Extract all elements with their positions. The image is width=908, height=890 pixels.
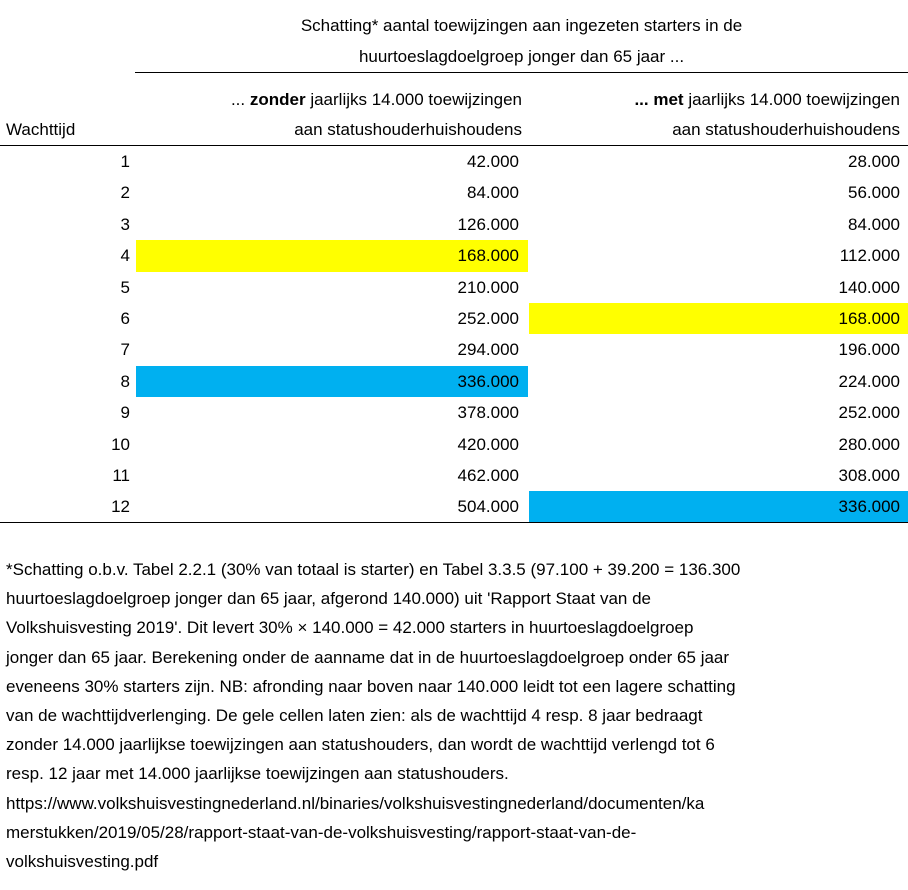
wachttijd-cell: 4 (120, 246, 130, 266)
zonder-cell: 294.000 (457, 340, 519, 360)
footnote-line: zonder 14.000 jaarlijkse toewijzingen aan statushouders, dan wordt de wachttijd verlengd tot 6 (6, 735, 715, 755)
zonder-cell: 168.000 (136, 240, 528, 271)
footnote-line: *Schatting o.b.v. Tabel 2.2.1 (30% van totaal is starter) en Tabel 3.3.5 (97.100 + 39.200 = 136.300 (6, 560, 741, 579)
table-row (0, 177, 908, 208)
met-cell: 140.000 (838, 277, 900, 297)
title-underline (135, 72, 908, 73)
footnote-line: volkshuisvesting.pdf (6, 852, 159, 872)
met-cell: 252.000 (838, 403, 900, 423)
table-row (0, 460, 908, 491)
wachttijd-cell: 10 (111, 434, 130, 454)
zonder-cell: 252.000 (457, 308, 519, 328)
footnote-line: merstukken/2019/05/28/rapport-staat-van-de-volkshuisvesting/rapport-staat-van-de- (6, 822, 637, 842)
column-header-zonder-line-1 (231, 86, 522, 114)
zonder-cell: 84.000 (467, 183, 519, 203)
met-cell: 168.000 (529, 303, 908, 334)
wachttijd-cell: 1 (120, 152, 130, 171)
wachttijd-cell: 12 (111, 497, 130, 517)
footnote-line: jonger dan 65 jaar. Berekening onder de aanname dat in de huurtoeslagdoelgroep onder 65 jaar (6, 647, 730, 667)
zonder-cell: 420.000 (457, 434, 519, 454)
column-header-met-prefix: ... (634, 90, 654, 109)
met-cell: 196.000 (838, 340, 900, 360)
footnote-line: resp. 12 jaar met 14.000 jaarlijkse toewijzingen aan statushouders. (6, 764, 509, 784)
table-body (0, 146, 908, 523)
zonder-cell: 504.000 (457, 497, 519, 517)
wachttijd-cell: 7 (120, 340, 130, 360)
wachttijd-cell: 3 (120, 214, 130, 234)
table-row (0, 209, 908, 240)
column-header-wachttijd: Wachttijd (6, 120, 76, 139)
column-header-met-rest: jaarlijks 14.000 toewijzingen (683, 90, 900, 109)
zonder-cell: 378.000 (457, 403, 519, 423)
footnote-line: van de wachttijdverlenging. De gele cellen laten zien: als de wachttijd 4 resp. 8 jaar bedraagt (6, 706, 703, 726)
zonder-cell: 42.000 (467, 152, 519, 171)
met-cell: 112.000 (839, 246, 900, 266)
zonder-cell: 210.000 (457, 277, 519, 297)
table-row (0, 366, 908, 397)
column-header-zonder-line-2: aan statushouderhuishoudens (294, 120, 522, 139)
wachttijd-cell: 5 (120, 277, 130, 297)
footnote-line: eveneens 30% starters zijn. NB: afronding naar boven naar 140.000 leidt tot een lagere schatting (6, 676, 736, 696)
footnote (6, 555, 906, 876)
met-cell: 56.000 (848, 183, 900, 203)
table-row (0, 334, 908, 365)
table-title-line-1: Schatting* aantal toewijzingen aan ingezeten starters in de (300, 16, 743, 35)
table-row (0, 397, 908, 428)
column-header-zonder-keyword: zonder (249, 90, 306, 109)
table-title-line-2: huurtoeslagdoelgroep jonger dan 65 jaar ... (358, 47, 685, 66)
table-row (0, 240, 908, 271)
footnote-line: huurtoeslagdoelgroep jonger dan 65 jaar, afgerond 140.000) uit 'Rapport Staat van de (6, 589, 651, 609)
zonder-cell: 462.000 (457, 465, 519, 485)
zonder-cell: 126.000 (457, 214, 519, 234)
column-header-met-keyword: met (653, 90, 684, 109)
wachttijd-cell: 6 (120, 308, 130, 328)
column-header-met-line-2: aan statushouderhuishoudens (672, 120, 900, 139)
met-cell: 336.000 (529, 491, 908, 522)
table-row (0, 272, 908, 303)
column-header-zonder-rest: jaarlijks 14.000 toewijzingen (305, 90, 522, 109)
table-bottom-rule (0, 522, 908, 523)
zonder-cell: 336.000 (136, 366, 528, 397)
wachttijd-cell: 8 (120, 371, 130, 391)
table-row (0, 303, 908, 334)
met-cell: 84.000 (848, 214, 900, 234)
table-row (0, 429, 908, 460)
met-cell: 280.000 (838, 434, 900, 454)
wachttijd-cell: 9 (120, 403, 130, 423)
met-cell: 28.000 (848, 152, 900, 171)
wachttijd-cell: 11 (112, 465, 130, 485)
table-row (0, 491, 908, 522)
table-row (0, 146, 908, 177)
wachttijd-cell: 2 (120, 183, 130, 203)
footnote-line: Volkshuisvesting 2019'. Dit levert 30% × 140.000 = 42.000 starters in huurtoeslagdoelgroep (6, 618, 694, 638)
met-cell: 224.000 (838, 371, 900, 391)
met-cell: 308.000 (838, 465, 900, 485)
footnote-line: https://www.volkshuisvestingnederland.nl/binaries/volkshuisvestingnederland/documenten/ka (6, 793, 705, 813)
column-header-met-line-1 (634, 86, 900, 114)
column-header-zonder-prefix: ... (230, 90, 250, 109)
